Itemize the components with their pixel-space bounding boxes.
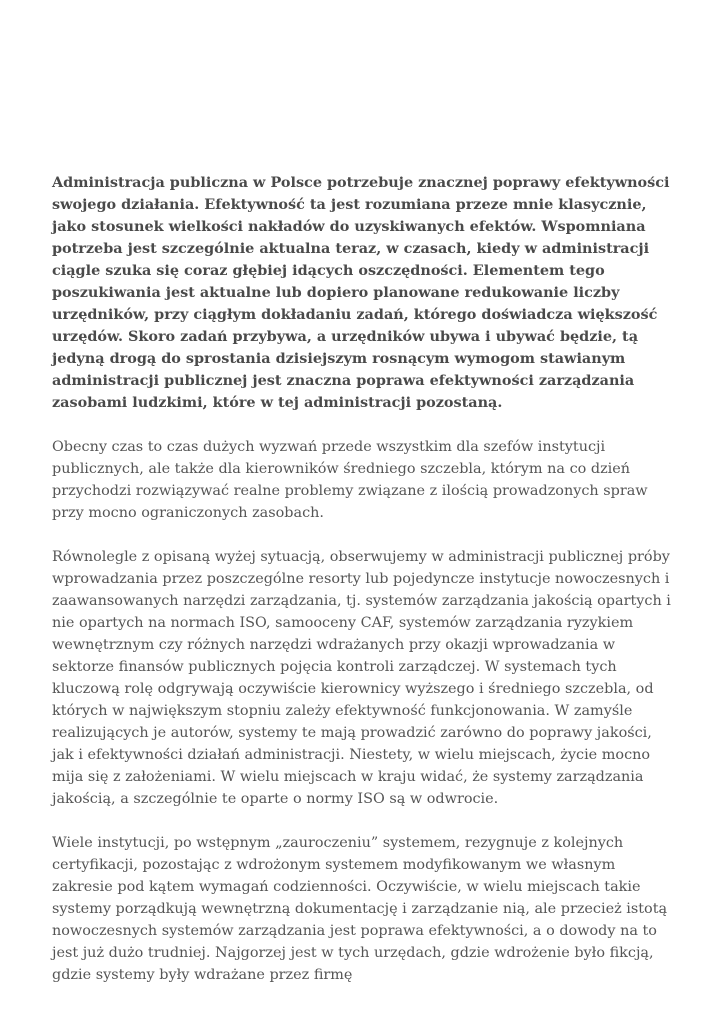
body-paragraph: Wiele instytucji, po wstępnym „zauroczeniu” systemem, rezygnuje z kolejnych certyfikacji, pozostając z wdrożonym systemem modyfikowanym we własnym zakresie pod kątem wymagań codzienności. Oczywiście, w wielu miejscach takie systemy porządkują wewnętrzną dokumentację i zarządzanie nią, ale przecież istotą nowoczesnych systemów zarządzania jest poprawa efektywności, a o dowody na to jest już dużo trudniej. Najgorzej jest w tych urzędach, gdzie wdrożenie było fikcją, gdzie systemy były wdrażane przez firmę bbox=[52, 835, 668, 983]
document-page bbox=[52, 172, 674, 986]
body-paragraph: Obecny czas to czas dużych wyzwań przede wszystkim dla szefów instytucji publicznych, ale także dla kierowników średniego szczebla, którym na co dzień przychodzi rozwiązywać realne problemy związane z ilością prowadzonych spraw przy mocno ograniczonych zasobach. bbox=[52, 439, 648, 521]
lead-paragraph: Administracja publiczna w Polsce potrzebuje znacznej poprawy efektywności swojego działania. Efektywność ta jest rozumiana przeze mnie klasycznie, jako stosunek wielkości nakładów do uzyskiwanych efektów. Wspomniana potrzeba jest szczególnie aktualna teraz, w czasach, kiedy w administracji ciągle szuka się coraz głębiej idących oszczędności. Elementem tego poszukiwania jest aktualne lub dopiero planowane redukowanie liczby urzędników, przy ciągłym dokładaniu zadań, którego doświadcza większość urzędów. Skoro zadań przybywa, a urzędników ubywa i ubywać będzie, tą jedyną drogą do sprostania dzisiejszym rosnącym wymogom stawianym administracji publicznej jest znaczna poprawa efektywności zarządzania zasobami ludzkimi, które w tej administracji pozostaną. bbox=[52, 174, 670, 411]
body-paragraph: Równolegle z opisaną wyżej sytuacją, obserwujemy w administracji publicznej próby wprowadzania przez poszczególne resorty lub pojedyncze instytucje nowoczesnych i zaawansowanych narzędzi zarządzania, tj. systemów zarządzania jakością opartych i nie opartych na normach ISO, samooceny CAF, systemów zarządzania ryzykiem wewnętrznym czy różnych narzędzi wdrażanych przy okazji wprowadzania w sektorze finansów publicznych pojęcia kontroli zarządczej. W systemach tych kluczową rolę odgrywają oczywiście kierownicy wyższego i średniego szczebla, od których w największym stopniu zależy efektywność funkcjonowania. W zamyśle realizujących je autorów, systemy te mają prowadzić zarówno do poprawy jakości, jak i efektywności działań administracji. Niestety, w wielu miejscach, życie mocno mija się z założeniami. W wielu miejscach w kraju widać, że systemy zarządzania jakością, a szczególnie te oparte o normy ISO są w odwrocie. bbox=[52, 549, 671, 807]
